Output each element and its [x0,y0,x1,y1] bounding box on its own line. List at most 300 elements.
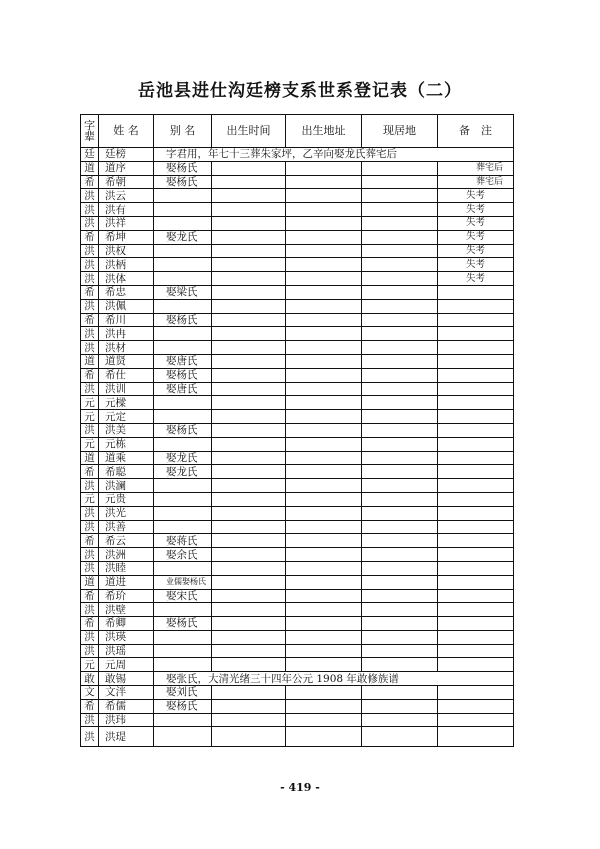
remarks-cell [438,396,514,410]
table-row [81,548,514,562]
remarks-cell [438,354,514,368]
name-cell: 洪光 [99,506,154,520]
remarks-cell [438,285,514,299]
residence-cell [362,313,438,327]
generation-cell: 洪 [81,189,99,203]
birth-time-cell [212,727,286,747]
table-row [81,410,514,424]
table-row [81,686,514,700]
birth-time-cell [212,382,286,396]
name-cell: 元贵 [99,492,154,506]
generation-cell: 洪 [81,423,99,437]
residence-cell [362,203,438,217]
birth-time-cell [212,189,286,203]
header-name: 姓 名 [99,115,154,148]
remarks-cell: 失考 [438,189,514,203]
birth-place-cell [286,230,362,244]
residence-cell [362,175,438,189]
alias-cell: 娶杨氏 [154,175,212,189]
birth-time-cell [212,520,286,534]
generation-cell: 道 [81,575,99,589]
name-cell: 洪洲 [99,548,154,562]
name-cell: 道乘 [99,451,154,465]
remarks-cell [438,520,514,534]
residence-cell [362,451,438,465]
birth-place-cell [286,548,362,562]
residence-cell [362,189,438,203]
name-cell: 洪善 [99,520,154,534]
remarks-cell [438,548,514,562]
generation-cell: 希 [81,589,99,603]
name-cell: 道序 [99,161,154,175]
birth-time-cell [212,327,286,341]
birth-place-cell [286,506,362,520]
generation-cell: 道 [81,161,99,175]
remarks-cell [438,603,514,617]
alias-cell [154,437,212,451]
birth-place-cell [286,451,362,465]
birth-place-cell [286,713,362,727]
alias-cell: 娶余氏 [154,548,212,562]
residence-cell [362,258,438,272]
remarks-cell [438,617,514,631]
residence-cell [362,561,438,575]
header-birth-time: 出生时间 [212,115,286,148]
table-row [81,492,514,506]
birth-time-cell [212,203,286,217]
alias-cell: 娶杨氏 [154,368,212,382]
generation-cell: 元 [81,492,99,506]
residence-cell [362,686,438,700]
alias-cell: 娶唐氏 [154,382,212,396]
remarks-cell [438,313,514,327]
residence-cell [362,520,438,534]
table-row [81,341,514,355]
table-row [81,148,514,162]
birth-time-cell [212,465,286,479]
alias-cell: 娶杨氏 [154,423,212,437]
birth-place-cell [286,423,362,437]
generation-cell: 希 [81,534,99,548]
birth-place-cell [286,368,362,382]
header-generation: 字 辈 [81,115,99,148]
name-cell: 道进 [99,575,154,589]
birth-place-cell [286,313,362,327]
generation-cell: 洪 [81,603,99,617]
birth-time-cell [212,603,286,617]
generation-cell: 希 [81,368,99,382]
remarks-cell [438,465,514,479]
alias-cell [154,561,212,575]
name-cell: 洪有 [99,203,154,217]
alias-cell [154,258,212,272]
alias-cell [154,727,212,747]
table-row [81,534,514,548]
birth-place-cell [286,216,362,230]
birth-place-cell [286,299,362,313]
generation-cell: 希 [81,285,99,299]
alias-cell: 娶梁氏 [154,285,212,299]
birth-place-cell [286,272,362,286]
alias-cell: 娶刘氏 [154,686,212,700]
residence-cell [362,492,438,506]
residence-cell [362,382,438,396]
page-title: 岳池县进仕沟廷榜支系世系登记表（二） [138,81,462,101]
residence-cell [362,327,438,341]
remarks-cell: 失考 [438,244,514,258]
remarks-cell [438,699,514,713]
name-cell: 洪澜 [99,479,154,493]
table-row [81,258,514,272]
table-row [81,368,514,382]
birth-time-cell [212,589,286,603]
birth-time-cell [212,575,286,589]
generation-cell: 洪 [81,203,99,217]
remarks-cell: 失考 [438,258,514,272]
generation-cell: 廷 [81,148,99,162]
birth-time-cell [212,341,286,355]
name-cell: 希坤 [99,230,154,244]
birth-time-cell [212,451,286,465]
remarks-cell [438,492,514,506]
generation-cell: 元 [81,396,99,410]
alias-cell [154,216,212,230]
remarks-cell [438,727,514,747]
name-cell: 洪冉 [99,327,154,341]
name-cell: 洪壁 [99,603,154,617]
table-row [81,630,514,644]
generation-cell: 希 [81,175,99,189]
birth-place-cell [286,575,362,589]
residence-cell [362,603,438,617]
remarks-cell [438,658,514,672]
birth-time-cell [212,630,286,644]
alias-cell: 娶唐氏 [154,354,212,368]
birth-place-cell [286,630,362,644]
name-cell: 元周 [99,658,154,672]
name-cell: 洪训 [99,382,154,396]
residence-cell [362,396,438,410]
name-cell: 希聪 [99,465,154,479]
generation-cell: 洪 [81,520,99,534]
alias-cell [154,396,212,410]
birth-time-cell [212,617,286,631]
birth-time-cell [212,258,286,272]
alias-cell [154,272,212,286]
remarks-cell [438,561,514,575]
table-row [81,423,514,437]
birth-time-cell [212,644,286,658]
remarks-cell [438,589,514,603]
residence-cell [362,575,438,589]
alias-cell: 娶龙氏 [154,230,212,244]
generation-cell: 洪 [81,327,99,341]
generation-cell: 元 [81,437,99,451]
spanning-note-cell: 字君用，年七十三葬朱家坪，乙辛向娶龙氏葬宅后 [154,148,514,162]
alias-cell [154,506,212,520]
table-row [81,216,514,230]
name-cell: 洪祥 [99,216,154,230]
table-row [81,437,514,451]
table-row [81,644,514,658]
name-cell: 廷榜 [99,148,154,162]
residence-cell [362,354,438,368]
name-cell: 洪瑅 [99,727,154,747]
name-cell: 希玠 [99,589,154,603]
generation-cell: 洪 [81,727,99,747]
table-row [81,713,514,727]
birth-time-cell [212,244,286,258]
residence-cell [362,699,438,713]
residence-cell [362,244,438,258]
name-cell: 洪瑛 [99,630,154,644]
generation-cell: 元 [81,658,99,672]
birth-place-cell [286,354,362,368]
generation-cell: 元 [81,410,99,424]
remarks-cell [438,327,514,341]
remarks-cell [438,299,514,313]
header-remarks: 备 注 [438,115,514,148]
name-cell: 洪云 [99,189,154,203]
birth-place-cell [286,244,362,258]
birth-time-cell [212,285,286,299]
birth-place-cell [286,658,362,672]
birth-place-cell [286,465,362,479]
spanning-note-cell: 娶张氏，大清光绪三十四年公元 1908 年敢修族谱 [154,672,514,686]
table-row [81,520,514,534]
birth-place-cell [286,727,362,747]
birth-time-cell [212,658,286,672]
birth-time-cell [212,313,286,327]
table-row [81,561,514,575]
birth-place-cell [286,189,362,203]
alias-cell: 娶宋氏 [154,589,212,603]
residence-cell [362,423,438,437]
remarks-cell: 葬宅后 [438,175,514,189]
birth-place-cell [286,686,362,700]
residence-cell [362,299,438,313]
generation-cell: 道 [81,451,99,465]
birth-place-cell [286,203,362,217]
alias-cell [154,244,212,258]
header-birth-place: 出生地址 [286,115,362,148]
table-row [81,327,514,341]
remarks-cell [438,410,514,424]
birth-place-cell [286,644,362,658]
residence-cell [362,272,438,286]
name-cell: 敢锡 [99,672,154,686]
name-cell: 希朝 [99,175,154,189]
table-header-row [81,115,514,148]
remarks-cell [438,368,514,382]
generation-cell: 洪 [81,644,99,658]
table-row [81,575,514,589]
residence-cell [362,644,438,658]
generation-cell: 洪 [81,272,99,286]
table-row [81,382,514,396]
birth-time-cell [212,175,286,189]
birth-time-cell [212,272,286,286]
name-cell: 希忠 [99,285,154,299]
alias-cell: 娶龙氏 [154,451,212,465]
remarks-cell [438,437,514,451]
remarks-cell [438,644,514,658]
birth-place-cell [286,341,362,355]
remarks-cell: 失考 [438,203,514,217]
alias-cell [154,658,212,672]
remarks-cell [438,423,514,437]
name-cell: 元定 [99,410,154,424]
generation-cell: 文 [81,686,99,700]
table-row [81,451,514,465]
genealogy-table [80,114,514,747]
residence-cell [362,630,438,644]
table-row [81,244,514,258]
name-cell: 元樑 [99,396,154,410]
table-row [81,272,514,286]
table-row [81,230,514,244]
name-cell: 洪玮 [99,713,154,727]
page-number: - 419 - [280,781,320,794]
birth-time-cell [212,423,286,437]
remarks-cell: 失考 [438,230,514,244]
birth-place-cell [286,161,362,175]
generation-cell: 洪 [81,341,99,355]
alias-cell [154,299,212,313]
table-row [81,313,514,327]
birth-time-cell [212,354,286,368]
name-cell: 希仕 [99,368,154,382]
birth-time-cell [212,686,286,700]
birth-place-cell [286,561,362,575]
residence-cell [362,534,438,548]
table-row [81,589,514,603]
alias-cell [154,203,212,217]
alias-cell: 娶蒋氏 [154,534,212,548]
birth-place-cell [286,492,362,506]
remarks-cell [438,382,514,396]
residence-cell [362,658,438,672]
birth-time-cell [212,410,286,424]
birth-time-cell [212,437,286,451]
birth-place-cell [286,699,362,713]
name-cell: 洪体 [99,272,154,286]
birth-place-cell [286,479,362,493]
alias-cell [154,520,212,534]
generation-cell: 洪 [81,299,99,313]
residence-cell [362,727,438,747]
residence-cell [362,230,438,244]
name-cell: 元栋 [99,437,154,451]
name-cell: 洪美 [99,423,154,437]
generation-cell: 希 [81,465,99,479]
table-row [81,175,514,189]
birth-time-cell [212,534,286,548]
birth-place-cell [286,603,362,617]
generation-cell: 洪 [81,244,99,258]
residence-cell [362,589,438,603]
name-cell: 希儒 [99,699,154,713]
alias-cell [154,630,212,644]
birth-time-cell [212,548,286,562]
header-residence: 现居地 [362,115,438,148]
generation-cell: 洪 [81,713,99,727]
alias-cell: 娶杨氏 [154,161,212,175]
table-row [81,285,514,299]
generation-cell: 洪 [81,630,99,644]
residence-cell [362,368,438,382]
alias-cell: 娶杨氏 [154,313,212,327]
birth-place-cell [286,382,362,396]
alias-cell [154,492,212,506]
residence-cell [362,285,438,299]
birth-time-cell [212,299,286,313]
generation-cell: 希 [81,230,99,244]
remarks-cell [438,713,514,727]
name-cell: 洪佩 [99,299,154,313]
header-alias: 别 名 [154,115,212,148]
remarks-cell [438,341,514,355]
birth-place-cell [286,520,362,534]
alias-cell: 业儒娶杨氏 [154,575,212,589]
birth-place-cell [286,175,362,189]
table-row [81,189,514,203]
name-cell: 洪瑶 [99,644,154,658]
alias-cell [154,189,212,203]
name-cell: 希云 [99,534,154,548]
generation-cell: 洪 [81,561,99,575]
alias-cell [154,341,212,355]
remarks-cell [438,630,514,644]
remarks-cell: 葬宅后 [438,161,514,175]
table-row [81,658,514,672]
remarks-cell: 失考 [438,272,514,286]
birth-time-cell [212,396,286,410]
alias-cell [154,410,212,424]
table-row [81,465,514,479]
table-row [81,506,514,520]
name-cell: 洪材 [99,341,154,355]
residence-cell [362,216,438,230]
remarks-cell [438,506,514,520]
table-row [81,699,514,713]
generation-cell: 道 [81,354,99,368]
generation-cell: 希 [81,699,99,713]
alias-cell [154,479,212,493]
birth-time-cell [212,368,286,382]
generation-cell: 洪 [81,548,99,562]
birth-place-cell [286,534,362,548]
birth-place-cell [286,327,362,341]
name-cell: 洪睦 [99,561,154,575]
generation-cell: 洪 [81,382,99,396]
table-row [81,479,514,493]
table-row [81,603,514,617]
alias-cell: 娶杨氏 [154,617,212,631]
residence-cell [362,713,438,727]
alias-cell: 娶杨氏 [154,699,212,713]
residence-cell [362,465,438,479]
remarks-cell: 失考 [438,216,514,230]
birth-time-cell [212,561,286,575]
table-row [81,354,514,368]
alias-cell [154,713,212,727]
name-cell: 洪权 [99,244,154,258]
table-row [81,727,514,747]
generation-cell: 洪 [81,216,99,230]
birth-time-cell [212,230,286,244]
birth-place-cell [286,410,362,424]
